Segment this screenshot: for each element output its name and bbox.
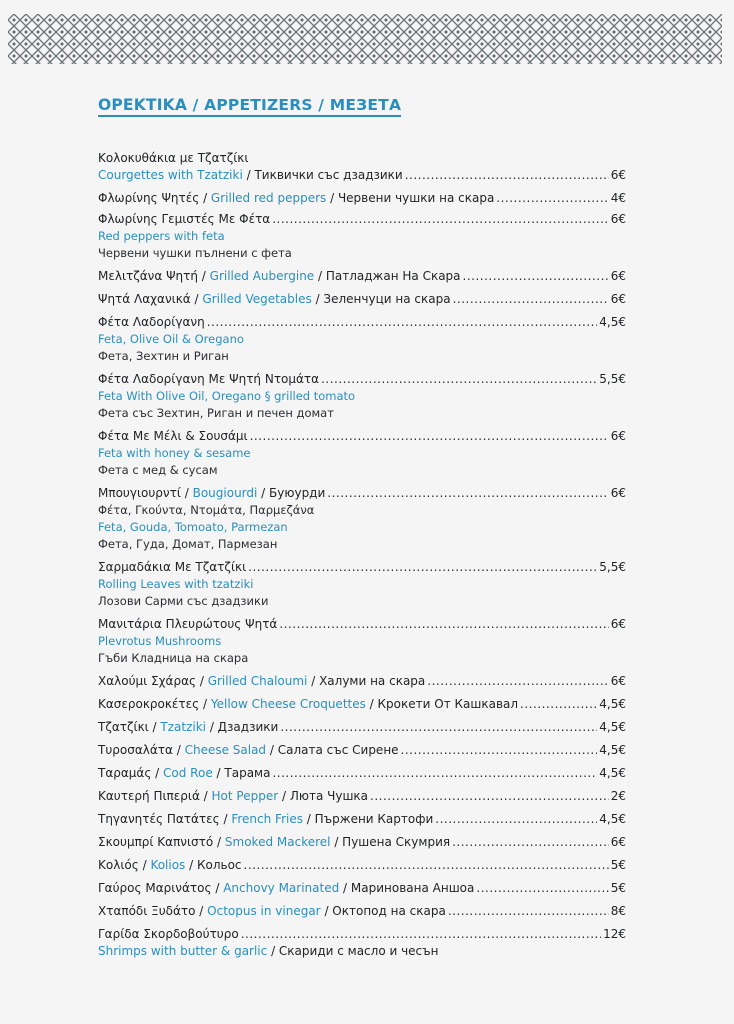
item-price: 4€ [610,191,626,205]
menu-item [98,719,626,736]
menu-item [98,765,626,782]
menu-list [98,150,626,960]
item-name-greek: Μπουγιουρντί [98,486,181,500]
menu-item [98,428,626,479]
item-description-english: Rolling Leaves with tzatziki [98,577,254,591]
menu-item [98,926,626,960]
dot-leader [476,880,608,897]
name-separator: / [267,944,279,958]
section-title: ΟΡΕΚΤΙΚΑ / APPETIZERS / МЕЗЕТА [98,96,401,117]
item-name-greek: Γαρίδα Σκορδοβούτυρο [98,927,239,941]
dot-leader [427,673,608,690]
name-separator: / [242,168,255,182]
item-name-english: Yellow Cheese Croquettes [210,697,366,711]
item-name-english: Tzatziki [160,720,206,734]
item-price: 6€ [610,269,626,283]
menu-item-line [98,616,626,633]
item-name-english: Kolios [150,858,186,872]
item-name-english: Grilled red peppers [210,191,327,205]
name-separator: / [172,743,185,757]
menu-item-line [98,211,626,228]
item-name-greek: Καυτερή Πιπεριά [98,789,200,803]
item-name-greek: Χταπόδι Ξυδάτο [98,904,196,918]
diamond-pattern-icon [8,14,722,64]
name-separator: / [278,789,290,803]
name-separator: / [302,812,315,826]
name-separator: / [190,292,203,306]
item-description-english: Feta With Olive Oil, Oregano § grilled tomato [98,389,356,403]
dot-leader [520,696,597,713]
dot-leader [250,428,609,445]
menu-item-line [98,811,626,828]
menu-item-subline [98,943,626,960]
item-name-english: Anchovy Marinated [223,881,340,895]
menu-item-line [98,268,626,285]
item-name-greek: Τζατζίκι [98,720,149,734]
item-name-english: French Fries [231,812,303,826]
item-description-english: Red peppers with feta [98,229,225,243]
item-name-bulgarian: Скариди с масло и чесън [278,944,439,958]
item-name-greek: Τηγανητές Πατάτες [98,812,220,826]
item-name-english: Octopus in vinegar [207,904,321,918]
item-price: 5€ [610,858,626,872]
name-separator: / [138,858,151,872]
item-name-english: Hot Pepper [211,789,279,803]
menu-item-line [98,742,626,759]
menu-item-line [98,485,626,502]
menu-item-line [98,371,626,388]
name-separator: / [219,812,232,826]
menu-item [98,880,626,897]
dot-leader [496,190,608,207]
item-price: 2€ [610,789,626,803]
name-separator: / [314,269,326,283]
dot-leader [248,559,597,576]
name-separator: / [213,835,225,849]
item-name-english: Grilled Chaloumi [207,674,308,688]
menu-item [98,834,626,851]
item-price: 6€ [610,617,626,631]
item-description-local: Фета със Зехтин, Риган и печен домат [98,406,334,420]
name-separator: / [199,191,211,205]
item-name-greek: Κολιός [98,858,139,872]
dot-leader [463,268,609,285]
item-price: 8€ [610,904,626,918]
item-description-english: Feta, Gouda, Tomoato, Parmezan [98,520,288,534]
item-price: 4,5€ [599,743,626,757]
item-name-greek: Μελιτζάνα Ψητή [98,269,198,283]
menu-item [98,673,626,690]
item-price: 5,5€ [599,372,626,386]
item-name-greek: Ταραμάς [98,766,152,780]
name-separator: / [326,191,338,205]
item-name-english: Bougiourdi [192,486,258,500]
item-name-greek: Κασεροκροκέτες [98,697,200,711]
menu-item [98,696,626,713]
menu-item [98,559,626,610]
item-name-english: Grilled Vegetables [202,292,312,306]
dot-leader [241,926,601,943]
dot-leader [327,485,608,502]
menu-item-line [98,150,626,167]
dot-leader [244,857,609,874]
name-separator: / [320,904,333,918]
menu-item-line [98,857,626,874]
menu-item [98,291,626,308]
menu-item-line [98,719,626,736]
dot-leader [405,167,609,184]
menu-item-line [98,190,626,207]
item-name-english: Cheese Salad [184,743,267,757]
item-description-local: Фета с мед & сусам [98,463,218,477]
item-description-local: Φέτα, Γκούντα, Ντομάτα, Παρμεζάνα [98,503,315,517]
item-price: 4,5€ [599,812,626,826]
item-description-local: Фета, Зехтин и Риган [98,349,229,363]
item-description-english: Feta, Olive Oil & Oregano [98,332,244,346]
menu-item [98,211,626,262]
menu-item [98,903,626,920]
menu-item-line [98,926,626,943]
name-separator: / [195,904,208,918]
name-separator: / [151,766,164,780]
item-name-bulgarian: Кольос [196,858,242,872]
menu-item-line [98,903,626,920]
menu-item [98,485,626,553]
name-separator: / [212,766,225,780]
name-separator: / [196,674,208,688]
name-separator: / [330,835,343,849]
item-name-greek: Σαρμαδάκια Με Τζατζίκι [98,560,247,574]
dot-leader [453,291,609,308]
menu-item-line [98,880,626,897]
item-price: 6€ [610,292,626,306]
item-price: 5,5€ [599,560,626,574]
item-name-bulgarian: Зеленчуци на скара [323,292,451,306]
menu-item-line [98,834,626,851]
item-name-greek: Γαύρος Μαρινάτος [98,881,212,895]
name-separator: / [199,789,212,803]
menu-item-subline [98,167,626,184]
item-name-bulgarian: Червени чушки на скара [337,191,495,205]
item-price: 6€ [610,429,626,443]
item-description-local: Гъби Кладница на скара [98,651,249,665]
item-name-english: Courgettes with Tzatziki [98,168,243,182]
item-name-greek: Φλωρίνης Γεμιστές Με Φέτα [98,212,271,226]
item-price: 6€ [610,212,626,226]
name-separator: / [311,292,324,306]
menu-item [98,190,626,207]
item-name-bulgarian: Крокети От Кашкавал [377,697,519,711]
menu-item-line [98,559,626,576]
item-name-greek: Ψητά Λαχανικά [98,292,191,306]
item-price: 5€ [610,881,626,895]
item-description-english: Plevrotus Mushrooms [98,634,222,648]
dot-leader [401,742,598,759]
item-name-bulgarian: Патладжан На Скара [325,269,461,283]
item-name-greek: Φέτα Με Μέλι & Σουσάμι [98,429,248,443]
item-description-local: Лозови Сарми със дзадзики [98,594,269,608]
item-price: 4,5€ [599,697,626,711]
menu-item-line [98,673,626,690]
dot-leader [370,788,609,805]
item-name-bulgarian: Бyюурди [269,486,326,500]
item-price: 6€ [610,168,626,182]
dot-leader [279,616,608,633]
item-price: 6€ [610,674,626,688]
name-separator: / [180,486,193,500]
item-name-greek: Φέτα Λαδορίγανη Με Ψητή Ντομάτα [98,372,320,386]
item-name-bulgarian: Пушена Скумрия [342,835,451,849]
menu-item [98,811,626,828]
item-name-greek: Χαλούμι Σχάρας [98,674,197,688]
item-name-bulgarian: Тиквички със дзадзики [254,168,403,182]
name-separator: / [199,697,211,711]
dot-leader [272,765,597,782]
item-name-greek: Κολοκυθάκια με Τζατζίκι [98,151,249,165]
item-description-english: Feta with honey & sesame [98,446,251,460]
decorative-pattern-band [8,14,722,64]
item-name-bulgarian: Маринована Аншоа [350,881,475,895]
item-name-greek: Τυροσαλάτα [98,743,173,757]
menu-item [98,616,626,667]
menu-item [98,742,626,759]
item-name-english: Smoked Mackerel [224,835,331,849]
dot-leader [435,811,597,828]
dot-leader [207,314,598,331]
menu-item [98,857,626,874]
name-separator: / [185,858,197,872]
item-name-greek: Φλωρίνης Ψητές [98,191,200,205]
item-description-local: Фета, Гуда, Домат, Пармезан [98,537,278,551]
item-name-english: Shrimps with butter & garlic [98,944,268,958]
name-separator: / [197,269,210,283]
name-separator: / [307,674,320,688]
item-price: 6€ [610,486,626,500]
dot-leader [321,371,597,388]
menu-item [98,150,626,184]
item-description-local: Червени чушки пълнени с фета [98,246,292,260]
name-separator: / [211,881,224,895]
dot-leader [448,903,609,920]
item-name-greek: Μανιτάρια Πλευρώτους Ψητά [98,617,278,631]
dot-leader [272,211,609,228]
item-name-bulgarian: Пържени Картофи [314,812,434,826]
menu-item-line [98,696,626,713]
menu-item-line [98,765,626,782]
item-name-bulgarian: Октопод на скара [332,904,446,918]
item-price: 4,5€ [599,720,626,734]
item-name-bulgarian: Салата със Сирене [277,743,399,757]
menu-item [98,788,626,805]
item-name-greek: Φέτα Λαδορίγανη [98,315,205,329]
item-price: 6€ [610,835,626,849]
item-name-english: Grilled Aubergine [209,269,315,283]
dot-leader [452,834,609,851]
item-name-bulgarian: Дзадзики [217,720,279,734]
name-separator: / [365,697,378,711]
dot-leader [280,719,597,736]
name-separator: / [339,881,351,895]
menu-item [98,314,626,365]
item-name-bulgarian: Халуми на скара [319,674,426,688]
name-separator: / [206,720,218,734]
item-name-bulgarian: Люта Чушка [289,789,369,803]
name-separator: / [148,720,161,734]
item-name-greek: Σκουμπρί Καπνιστό [98,835,214,849]
menu-item-line [98,291,626,308]
name-separator: / [266,743,278,757]
item-price: 4,5€ [599,315,626,329]
menu-item-line [98,788,626,805]
item-price: 12€ [603,927,626,941]
item-price: 4,5€ [599,766,626,780]
item-name-english: Cod Roe [163,766,213,780]
menu-item-line [98,314,626,331]
item-name-bulgarian: Тарама [224,766,271,780]
menu-item [98,268,626,285]
menu-item [98,371,626,422]
menu-item-line [98,428,626,445]
name-separator: / [257,486,270,500]
